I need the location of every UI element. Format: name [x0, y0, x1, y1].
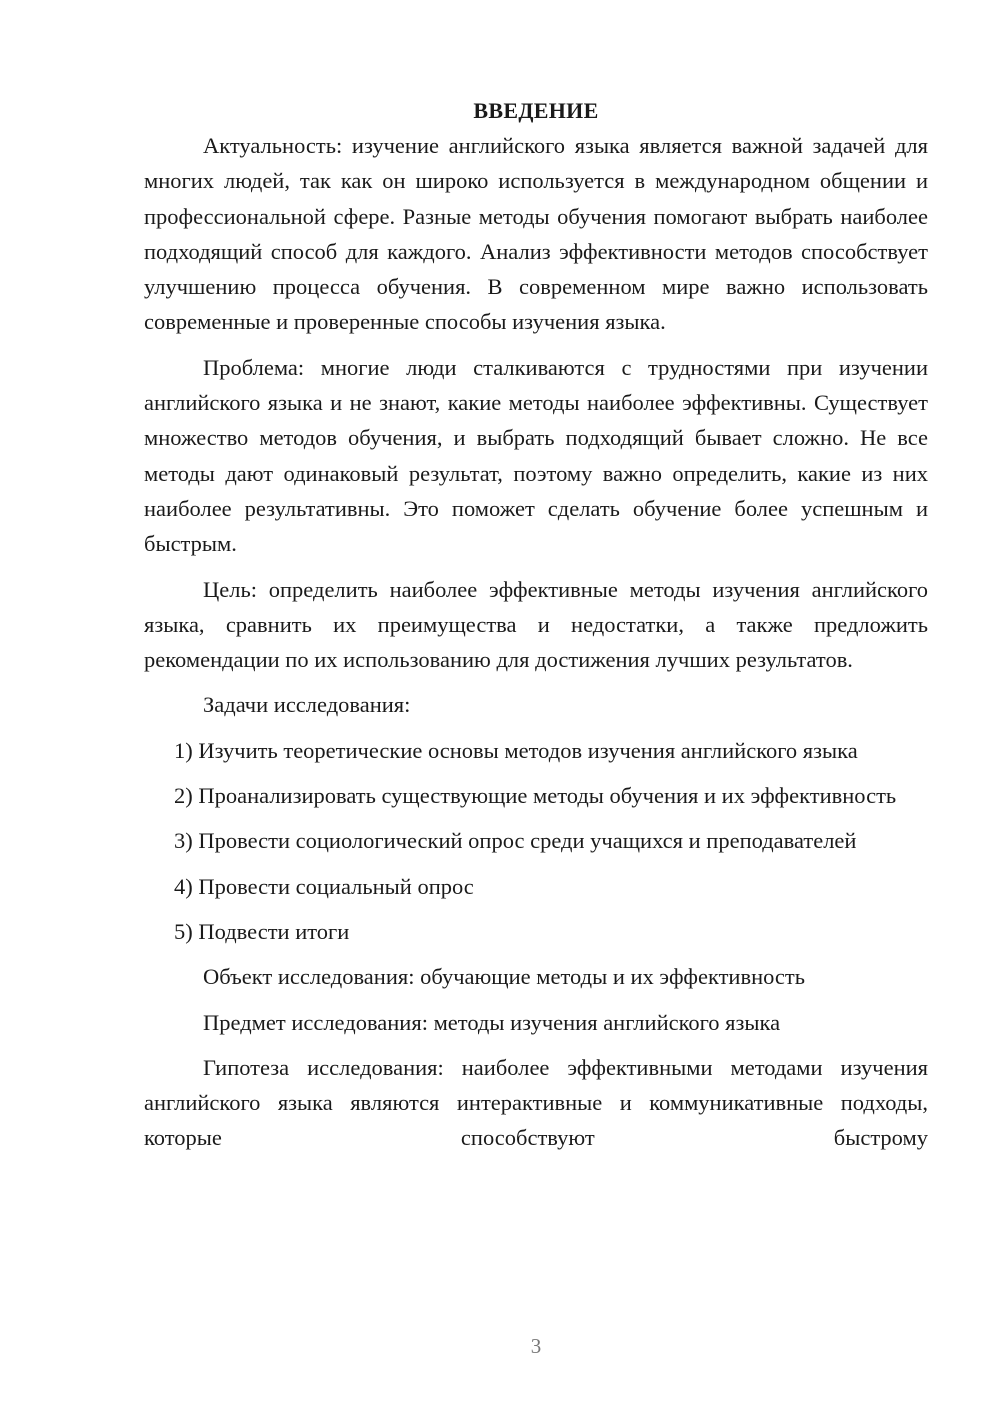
- task-item-4: 4) Провести социальный опрос: [174, 873, 474, 899]
- page-number: 3: [530, 1334, 542, 1358]
- task-item-5: 5) Подвести итоги: [174, 918, 350, 944]
- hypothesis-paragraph: Гипотеза исследования: наиболее эффективными методами изучения английского языка являются интерактивные и коммуникативные подходы, которые способствуют быстрому: [144, 1054, 928, 1151]
- document-page: [144, 93, 928, 1156]
- section-title: ВВЕДЕНИЕ: [473, 98, 599, 123]
- research-object-paragraph: Объект исследования: обучающие методы и их эффективность: [203, 964, 806, 990]
- task-item-2: 2) Проанализировать существующие методы обучения и их эффективность: [174, 783, 897, 809]
- task-item-3: 3) Провести социологический опрос среди учащихся и преподавателей: [174, 828, 857, 854]
- research-subject-paragraph: Предмет исследования: методы изучения английского языка: [203, 1009, 781, 1035]
- tasks-label: Задачи исследования:: [203, 692, 411, 718]
- goal-paragraph: Цель: определить наиболее эффективные методы изучения английского языка, сравнить их преимущества и недостатки, а также предложить рекомендации по их использованию для достижения лучших результатов.: [144, 576, 928, 673]
- problem-paragraph: Проблема: многие люди сталкиваются с трудностями при изучении английского языка и не знают, какие методы наиболее эффективны. Существует множество методов обучения, и выбрать подходящий бывает сложно. Не все методы дают одинаковый результат, поэтому важно определить, какие из них наиболее результативны. Это поможет сделать обучение более успешным и быстрым.: [144, 354, 928, 557]
- task-item-1: 1) Изучить теоретические основы методов изучения английского языка: [174, 737, 858, 763]
- relevance-paragraph: Актуальность: изучение английского языка является важной задачей для многих людей, так как он широко используется в международном общении и профессиональной сфере. Разные методы обучения помогают выбрать наиболее подходящий способ для каждого. Анализ эффективности методов способствует улучшению процесса обучения. В современном мире важно использовать современные и проверенные способы изучения языка.: [144, 133, 928, 335]
